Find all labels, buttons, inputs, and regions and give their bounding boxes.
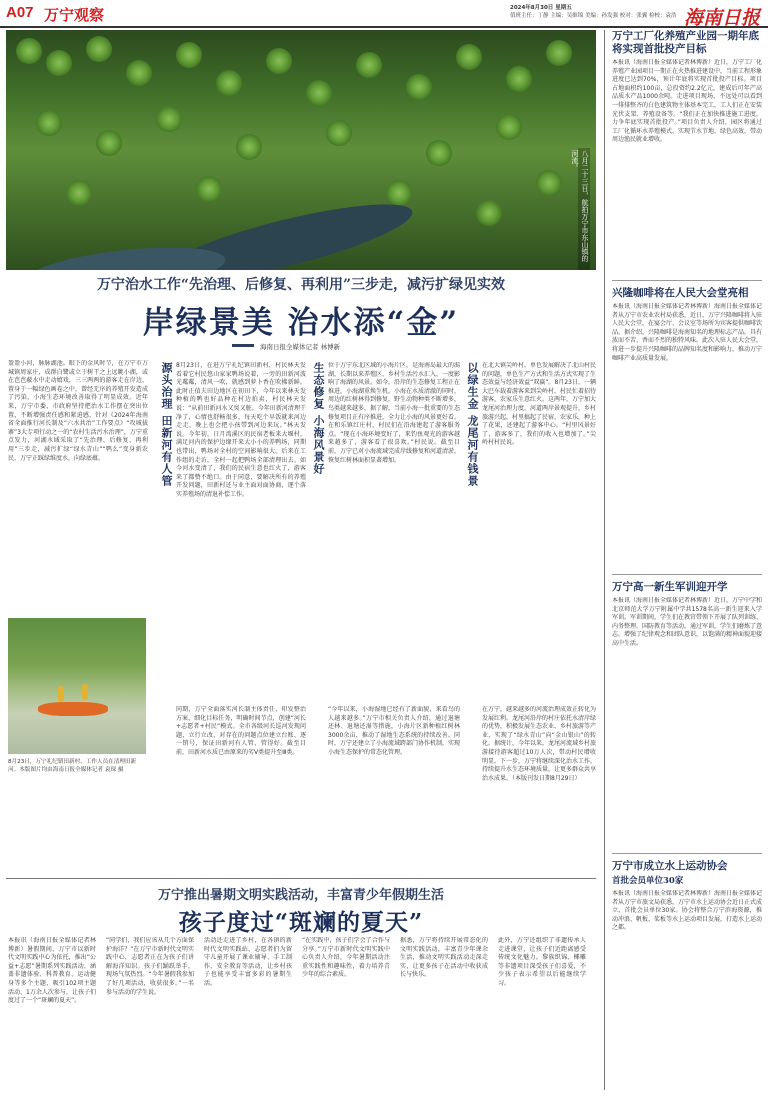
editor-list: 值班主任：丁静 主编：吴维锦 美编：孙发强 校对：张翼 检校：袁浩: [510, 13, 677, 19]
column-divider: [604, 30, 605, 1090]
news-divider: [612, 280, 762, 281]
news-divider: [612, 853, 762, 854]
section-heading: 源头治理 田新河有人管: [160, 362, 173, 487]
worker-figure: [58, 686, 64, 702]
news-title: 万宁市成立水上运动协会: [612, 860, 728, 872]
news-body: 本报讯（海南日报全媒体记者林博新）近日，万宁中学和北京师范大学万宁附属中学共1578名高一新生迎来入学军训。军训期间，学生们在教官带领下开展了队列训练、内务整理、国防教育等活动。通过军训，学生们磨炼了意志，增强了纪律观念和团队意识，以饱满的精神面貌迎接高中生活。: [612, 597, 762, 647]
bottom-body: “同学们，我们应该从几个方面保护海洋？”在万宁市新时代文明实践中心，志愿者正在为孩子们讲解海洋知识。孩子们踊跃举手，现场气氛热烈。“今年暑假我参加了好几项活动，收获很多。”一名参与活动的学生说。: [106, 937, 194, 996]
river-cleanup-photo: [8, 618, 146, 754]
bottom-body: 活动还走进了乡村，在各镇的新时代文明实践站，志愿者们为留守儿童开展了课业辅导、手工制作、安全教育等活动，让乡村孩子也能享受丰富多彩的暑期生活。: [204, 937, 292, 987]
worker-figure: [82, 684, 88, 700]
news-body: 本报讯（海南日报全媒体记者林博新）近日，万宁工厂化养殖产业园项目一期正在火热推进建设中，当前工程形象进度已达到70%，预计年底将实现首批投产目标。项目占地面积约100亩，总投资约2.2亿元，建成后可年产高品质水产品1000余吨。走进项目现场，不远处可以看到一排排整齐的白色建筑物主体基本完工，工人们正在安装光伏支架、养殖设备等。“我们正在加快推进施工进度，力争年底实现首批投产。”项目负责人介绍，园区将通过工厂化循环水养殖模式，实现节水节地、绿色高效，带动周边渔民就业增收。: [612, 59, 762, 144]
article-body: 位于万宁东北区域的小海片区，是海南岛最大的潟湖，长期以来养殖区、乡村生活污水汇入，一度影响了海湖的风景。如今，沿岸的生态修复工程正在推进，小海湖重焕生机。小海在水质清澈的同时，周边的红树林得到修复，野生动物种类不断增多，鸟类越来越多，据了解，当前小海一批重要的生态修复项目正有序推进，全力让小海的风景更好看。在和乐镇红庄村，村民们在沿海建起了游客服务点。“现在小海环境变好了，来钓鱼观光的游客越来越多了，游客看了很喜欢。”村民说。截至目前，万宁已对小海流域完成岸线修复和河道清淤，恢复红树林面积显著增加。: [328, 362, 460, 464]
photo-caption: 8月23日，万宁礼纪镇田新村，工作人员在清理田新河。本版图片均由海南日报全媒体记者 袁琛 摄: [8, 759, 137, 773]
news-title: 万宁高一新生军训迎开学: [612, 581, 728, 593]
article-lead: 盈盈小河，脉脉湖池。眼下的金风时节，在万宁市万城镇周家庄，成群白鹭或立于树干之上远眺小湖，或在芭芭蔽水中走动嬉戏，三三两两的游客走在岸边，置身于一幅绿色画卷之中，曾经无序的养殖开发造成了污染，小海生态环境改善取得了明显成效。近年来，万宁市委、市政府坚持把治水工作摆在突出位置，不断增强责任感和紧迫感，针对《2024年海南省全面推行河长制及“六水共治”工作要点》“攻城拔寨”3大专项行动之一的“农村生活污水治理”，万宁重点发力，河湖水域采取了“先治理、后修复、再利用”三步走，减污扩绿“绿水青山”“鸭么”变身新农民，万宁正踩绿维度水，向绿底蕴。: [8, 360, 148, 462]
news-title: 兴隆咖啡将在人民大会堂亮相: [612, 287, 749, 299]
photo-caption: 八月二十三日，航拍万宁市东山镇的河流。: [578, 148, 590, 270]
article-body: 在北大镇尖岭村，单色发展解决了北山村民的问题，单色生产方式和生活方式实现了生态效益与经济效益“双赢”。8月23日，一辆大巴车载着游客来到尖岭村，村民忙着招待游客，农家乐生意红火。这两年，万宁加大龙尾河治理力度，河道两岸景观提升，乡村旅游兴起。村里搞起了民宿、农家乐，种上了花果，还建起了游客中心。“村里风景好了，游客多了，我们的收入也增加了。”尖岭村村民说。: [482, 362, 596, 447]
article-kicker: 万宁治水工作“先治理、后修复、再利用”三步走，减污扩绿见实效: [96, 277, 506, 293]
bottom-body: “在实践中，孩子们学会了合作与分享。”万宁市新时代文明实践中心负责人介绍，今年暑期活动注重实践性和趣味性，着力培养青少年的综合素质。: [302, 937, 390, 979]
bottom-body: 此外，万宁还组织了非遗传承人走进课堂，让孩子们近距离感受传统文化魅力。黎族织锦、椰雕等非遗项目深受孩子们喜爱，不少孩子表示希望以后能继续学习。: [498, 937, 586, 987]
article-body: “今年以来，小海湿地已经有了新面貌，来看鸟的人越来越多。”万宁市相关负责人介绍，通过退塘还林、退塘还湿等措施，小海片区新种植红树林3000余亩，推动了湿地生态系统的持续改善。同时，万宁还建立了小海流域跨部门协作机制，实现小海生态保护的常态化管理。: [328, 706, 460, 756]
bottom-body: 据悉，万宁将持续开展常态化的文明实践活动，丰富青少年课余生活，推动文明实践活动走深走实，让更多孩子在活动中收获成长与快乐。: [400, 937, 488, 979]
bottom-body: 本报讯（海南日报全媒体记者林博新）暑假期间，万宁市以新时代文明实践中心为依托，推出“公益+志愿”暑期系列实践活动，涵盖非遗体验、科普教育、运动健身等多个主题，吸引102项主题活动、1万余人次参与，让孩子们度过了一个“斑斓的夏天”。: [8, 937, 96, 1005]
masthead: [0, 0, 768, 28]
article-body: 8月23日，在进万宁礼纪镇田新村，村民林天发看着它村民悠山家家鸭场说着，一旁的田新河波光粼粼，清风一吹，就感到萝卜香在吹拂新鲜。此时正值夫田边地区在初田下，今年以来林天发种植的鸭也好品种在村边拍卖，村民林天发说：“从前田新河水又臭又脏。今年田新河清理干净了，心情也舒畅很多，每天吃个早饭就来河边走走，晚上也会把小孩带到河边来玩。”林天发说。今年初，日月湾溪区的民宿老板来大堰村，满足河内的保护边缘开来大小小的养鸭场，同期也带出，鸭场对全村的空间影响很大。后来在工作组的走访，全村一起把鸭场全部清理出去。如今河水变清了，我们的民宿生意也红火了，游客来了都赞不绝口。由于同意，要解决所有的养殖开发问题，田新村还与业主面对面协商，逐个落实养殖场的清退补偿工作。: [176, 362, 306, 498]
right-column: [612, 30, 762, 1040]
news-body: 本报讯（海南日报全媒体记者林博新）海南日报全媒体记者从万宁市旅文局获悉，万宁市水上运动协会近日正式成立，首批会员单位30家。协会将整合万宁滨海资源，推动冲浪、帆板、桨板等水上运动项目发展，打造水上运动之都。: [612, 890, 762, 932]
page-number: A07: [6, 4, 34, 21]
newspaper-logo: 海南日报: [683, 7, 760, 29]
section-title: 万宁观察: [44, 6, 105, 24]
news-divider: [612, 574, 762, 575]
news-title: 万宁工厂化养殖产业园一期年底将实现首批投产目标: [612, 30, 759, 55]
section-heading: 以绿生金 龙尾河有钱景: [466, 362, 479, 487]
article-body: 同期，万宁全面落实河长制主体责任，印发整治方案，细化目标任务，明确时间节点，创建“河长+志愿者+村民”模式。全市各级河长巡河发现问题，立行立改，对存在的问题点位建立台账、逐一销号，保证田新河有人管、管得好。截至目前，田新河水质已由原来的劣Ⅴ类提升至Ⅲ类。: [176, 706, 306, 756]
aerial-river-photo: [6, 30, 596, 270]
bottom-headline: 孩子度过“斑斓的夏天”: [178, 909, 424, 936]
article-body: 在万宁，越来越多的河流治理成效正转化为发展红利。龙尾河沿岸的村庄依托水清岸绿的优势，积极发展生态农业、乡村旅游等产业，实现了“绿水青山”向“金山银山”的转化。据统计，今年以来，龙尾河流域乡村旅游接待游客超过10万人次，带动村民增收明显。下一步，万宁将继续深化治水工作，持续提升水生态环境质量，让更多群众共享治水成果。（本版刊发日期8月29日）: [482, 706, 596, 782]
river-shape: [24, 240, 227, 270]
boat-shape: [38, 702, 108, 716]
byline: 海南日报全媒体记者 林博新: [260, 343, 341, 351]
bottom-kicker: 万宁推出暑期文明实践活动，丰富青少年假期生活: [157, 888, 444, 903]
issue-date: 2024年8月30日 星期五: [510, 5, 572, 11]
news-subtitle: 首批会员单位30家: [612, 876, 684, 886]
byline-bar: [232, 344, 254, 347]
section-heading: 生态修复 小海风景好: [312, 362, 325, 475]
editor-credits: [510, 4, 690, 20]
article-headline: 岸绿景美 治水添“金”: [142, 305, 460, 341]
section-divider: [6, 878, 596, 879]
news-body: 本报讯（海南日报全媒体记者林博新）海南日报全媒体记者从万宁市农业农村局获悉，近日，万宁兴隆咖啡将入驻人民大会堂，在宴会厅、会议室等场所为宾客提供咖啡饮品。据介绍，兴隆咖啡是海南知名的地理标志产品，具有浓而不苦、香而不烈的独特风味。此次入驻人民大会堂，将进一步提升兴隆咖啡的品牌知名度和影响力，推动万宁咖啡产业高质量发展。: [612, 303, 762, 362]
